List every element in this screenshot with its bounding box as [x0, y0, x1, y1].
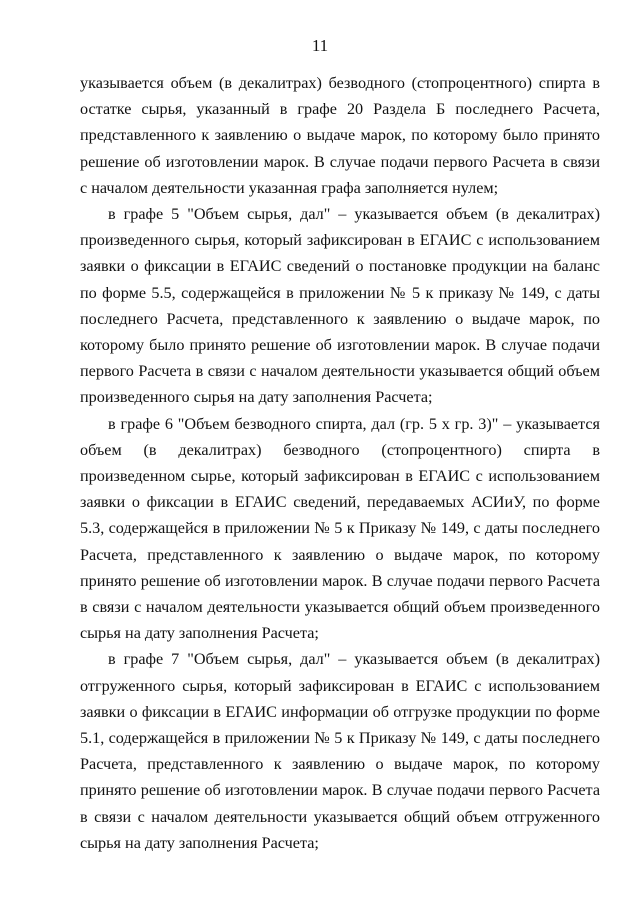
paragraph-column-5: в графе 5 "Объем сырья, дал" – указывается объем (в декалитрах) произведенного сырья, который зафиксирован в ЕГАИС с использованием заявки о фиксации в ЕГАИС сведений о постановке продукции на баланс по форме 5.5, содержащейся в приложении № 5 к приказу № 149, с даты последнего Расчета, представленного к заявлению о выдаче марок, по которому было принято решение об изготовлении марок. В случае подачи первого Расчета в связи с началом деятельности указывается общий объем произведенного сырья на дату заполнения Расчета;	[80, 205, 600, 407]
paragraph-column-6: в графе 6 "Объем безводного спирта, дал (гр. 5 x гр. 3)" – указывается объем (в декалитрах) безводного (стопроцентного) спирта в произведенном сырье, который зафиксирован в ЕГАИС с использованием заявки о фиксации в ЕГАИС сведений, передаваемых АСИиУ, по форме 5.3, содержащейся в приложении № 5 к Приказу № 149, с даты последнего Расчета, представленного к заявлению о выдаче марок, по которому принято решение об изготовлении марок. В случае подачи первого Расчета в связи с началом деятельности указывается общий объем произведенного сырья на дату заполнения Расчета;	[80, 414, 600, 643]
paragraph-continuation: указывается объем (в декалитрах) безводного (стопроцентного) спирта в остатке сырья, указанный в графе 20 Раздела Б последнего Расчета, представленного к заявлению о выдаче марок, по которому было принято решение об изготовлении марок. В случае подачи первого Расчета в связи с началом деятельности указанная графа заполняется нулем;	[80, 74, 600, 197]
page-number: 11	[311, 36, 329, 55]
document-body	[80, 70, 600, 856]
paragraph-column-7: в графе 7 "Объем сырья, дал" – указывается объем (в декалитрах) отгруженного сырья, который зафиксирован в ЕГАИС с использованием заявки о фиксации в ЕГАИС информации об отгрузке продукции по форме 5.1, содержащейся в приложении № 5 к Приказу № 149, с даты последнего Расчета, представленного к заявлению о выдаче марок, по которому принято решение об изготовлении марок. В случае подачи первого Расчета в связи с началом деятельности указывается общий объем отгруженного сырья на дату заполнения Расчета;	[80, 650, 600, 852]
